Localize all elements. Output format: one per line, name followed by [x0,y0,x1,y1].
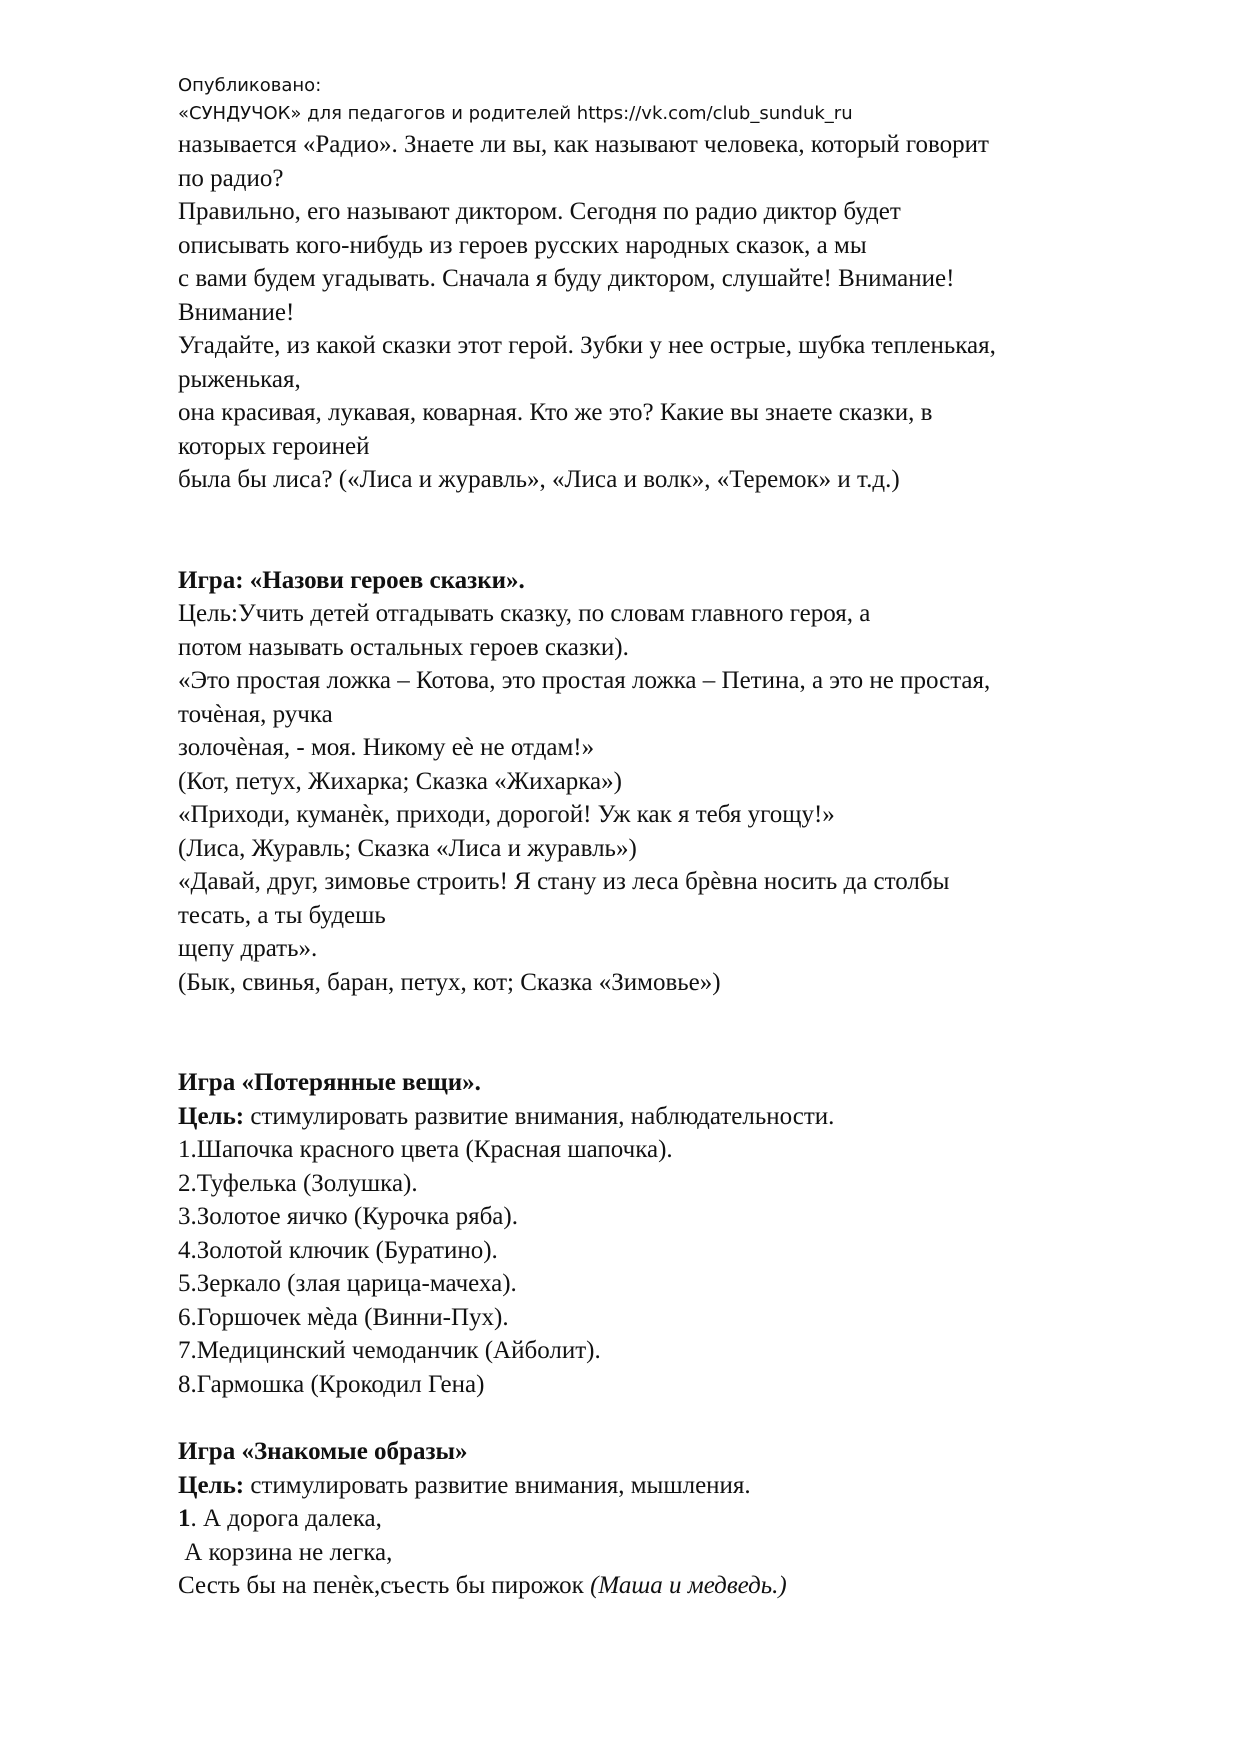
game3-title: Игра «Знакомые образы» [178,1438,468,1465]
game2-goal [178,1100,1178,1134]
game1-line: (Бык, свинья, баран, петух, кот; Сказка «Зимовье») [178,968,721,996]
verse-line [178,1569,1178,1603]
list-item: 1.Шапочка красного цвета (Красная шапочка). [178,1136,673,1163]
goal-label: Цель: [178,1471,245,1499]
intro-line: с вами будем угадывать. Сначала я буду диктором, слушайте! Внимание! [178,265,955,292]
list-item: 5.Зеркало (злая царица-мачеха). [178,1270,517,1297]
spacer [178,1401,1178,1435]
verse-text: Сесть бы на пенѐк,съесть бы пирожок [178,1572,591,1599]
intro-line: Внимание! [178,298,295,326]
spacer [178,999,1178,1066]
game3-goal [178,1469,1178,1503]
verse-line [178,1502,1178,1536]
verse-text: . А дорога далека, [190,1505,382,1532]
verse-number: 1 [178,1505,191,1532]
list-item: 8.Гармошка (Крокодил Гена) [178,1370,485,1398]
game1-line: «Давай, друг, зимовье строить! Я стану из леса брѐвна носить да столбы [178,868,950,895]
intro-line: которых героиней [178,432,370,460]
publisher-line: «СУНДУЧОК» для педагогов и родителей https://vk.com/club_sunduk_ru [178,103,853,124]
published-label: Опубликовано: [178,75,322,96]
intro-line: Угадайте, из какой сказки этот герой. Зубки у нее острые, шубка тепленькая, [178,332,996,359]
intro-line: была бы лиса? («Лиса и журавль», «Лиса и волк», «Теремок» и т.д.) [178,466,900,493]
game1-line: щепу драть». [178,935,318,962]
intro-line: рыженькая, [178,365,301,393]
game1-line: (Лиса, Журавль; Сказка «Лиса и журавль») [178,834,637,862]
verse-line: А корзина не легка, [178,1538,393,1566]
game1-line: тесать, а ты будешь [178,901,386,929]
game1-section [178,564,1178,1000]
game1-line: точѐная, ручка [178,700,333,728]
goal-text: стимулировать развитие внимания, мышления. [244,1471,751,1499]
publication-header [178,72,1178,128]
game3-section [178,1435,1178,1603]
game1-line: золочѐная, - моя. Никому еѐ не отдам!» [178,734,595,761]
verse-answer: (Маша и медведь.) [590,1572,787,1599]
intro-line: Правильно, его называют диктором. Сегодня по радио диктор будет [178,198,901,225]
intro-line: она красивая, лукавая, коварная. Кто же это? Какие вы знаете сказки, в [178,399,933,426]
goal-text: стимулировать развитие внимания, наблюдательности. [244,1102,835,1130]
game1-line: (Кот, петух, Жихарка; Сказка «Жихарка») [178,767,622,795]
list-item: 3.Золотое яичко (Курочка ряба). [178,1203,518,1230]
game2-section [178,1066,1178,1401]
list-item: 4.Золотой ключик (Буратино). [178,1236,498,1264]
game1-line: Цель:Учить детей отгадывать сказку, по словам главного героя, а [178,600,871,627]
game1-line: «Приходи, куманѐк, приходи, дорогой! Уж как я тебя угощу!» [178,801,835,828]
game1-line: «Это простая ложка – Котова, это простая ложка – Петина, а это не простая, [178,667,991,694]
game1-title: Игра: «Назови героев сказки». [178,566,525,594]
intro-line: по радио? [178,164,284,192]
goal-label: Цель: [178,1102,245,1130]
document-body [178,128,1178,1603]
intro-section [178,128,1178,497]
game2-title: Игра «Потерянные вещи». [178,1069,481,1096]
intro-line: описывать кого-нибудь из героев русских народных сказок, а мы [178,231,867,259]
game1-line: потом называть остальных героев сказки). [178,633,629,661]
intro-line: называется «Радио». Знаете ли вы, как называют человека, который говорит [178,131,989,158]
list-item: 6.Горшочек мѐда (Винни-Пух). [178,1303,509,1331]
spacer [178,497,1178,564]
list-item: 2.Туфелька (Золушка). [178,1169,418,1197]
list-item: 7.Медицинский чемоданчик (Айболит). [178,1337,601,1364]
